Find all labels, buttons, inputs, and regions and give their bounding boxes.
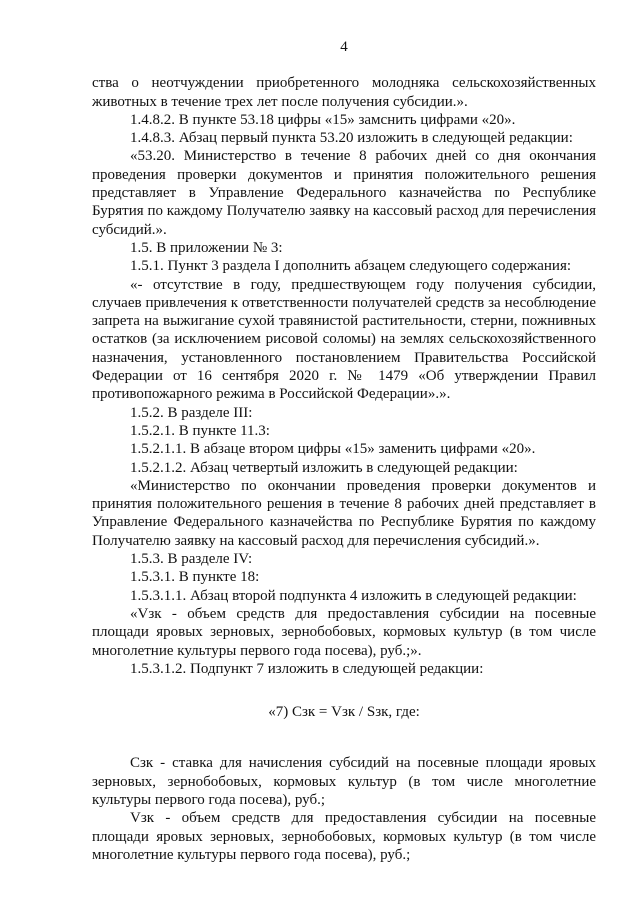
paragraph-1-5-3-1-2: 1.5.3.1.2. Подпункт 7 изложить в следующей редакции: bbox=[130, 660, 484, 677]
paragraph-1-5-2-1: 1.5.2.1. В пункте 11.3: bbox=[130, 422, 270, 439]
definition-vzk: Vзк - объем средств для предоставления субсидии на посевные площади яровых зерновых, зернобобовых, кормовых культур (в том числе многолетние культуры первого года посева), руб.; bbox=[92, 810, 596, 863]
paragraph-quote-vzk: «Vзк - объем средств для предоставления субсидии на посевные площади яровых зерновых, зернобобовых, кормовых культур (в том числе многолетние культуры первого года посева), руб.;». bbox=[92, 605, 596, 659]
definition-szk: Сзк - ставка для начисления субсидий на посевные площади яровых зерновых, зернобобовых, кормовых культур (в том числе многолетние культуры первого года посева), руб.; bbox=[92, 755, 596, 808]
formula: «7) Сзк = Vзк / Sзк, где: bbox=[268, 704, 420, 721]
paragraph-1-5-1: 1.5.1. Пункт 3 раздела I дополнить абзацем следующего содержания: bbox=[130, 258, 572, 275]
paragraph-quote-53-20: «53.20. Министерство в течение 8 рабочих дней со дня окончания проведения проверки документов и принятия положительного решения представляет в Управление Федерального казначейства по Республике Бурятия по каждому Получателю заявку на кассовый расход для перечисления субсидий.». bbox=[92, 148, 596, 238]
paragraph-1-5-3-1-1: 1.5.3.1.1. Абзац второй подпункта 4 изложить в следующей редакции: bbox=[130, 587, 577, 604]
document-body bbox=[92, 74, 596, 864]
paragraph-1-5-3-1: 1.5.3.1. В пункте 18: bbox=[130, 569, 260, 586]
paragraph-1-4-8-2: 1.4.8.2. В пункте 53.18 цифры «15» замснить цифрами «20». bbox=[130, 111, 516, 128]
paragraph-1-5-3: 1.5.3. В разделе IV: bbox=[130, 551, 253, 568]
page-number: 4 bbox=[340, 39, 348, 55]
paragraph-1-5-2: 1.5.2. В разделе III: bbox=[130, 404, 253, 421]
paragraph-1-5-2-1-1: 1.5.2.1.1. В абзаце втором цифры «15» заменить цифрами «20». bbox=[130, 441, 536, 458]
paragraph-1-5: 1.5. В приложении № 3: bbox=[130, 239, 283, 256]
paragraph-1-5-2-1-2: 1.5.2.1.2. Абзац четвертый изложить в следующей редакции: bbox=[130, 459, 518, 476]
paragraph-continuation: ства о неотчуждении приобретенного молодняка сельскохозяйственных животных в течение трех лет после получения субсидии.». bbox=[92, 75, 596, 110]
paragraph-quote-burning-ban: «- отсутствие в году, предшествующем году получения субсидии, случаев привлечения к ответственности получателей средств за несоблюдение запрета на выжигание сухой травянистой растительности, стерни, пожнивных остатков (за исключением рисовой соломы) на землях сельскохозяйственного назначения, установленного постановлением Правительства Российской Федерации от 16 сентября 2020 г. № 1479 «Об утверждении Правил противопожарного режима в Российской Федерации».». bbox=[92, 276, 596, 403]
paragraph-quote-ministry: «Министерство по окончании проведения проверки документов и принятия положительного решения в течение 8 рабочих дней представляет в Управление Федерального казначейства по Республике Бурятия по каждому Получателю заявку на кассовый расход для перечисления субсидий.». bbox=[92, 477, 596, 549]
paragraph-1-4-8-3: 1.4.8.3. Абзац первый пункта 53.20 изложить в следующей редакции: bbox=[130, 130, 573, 147]
